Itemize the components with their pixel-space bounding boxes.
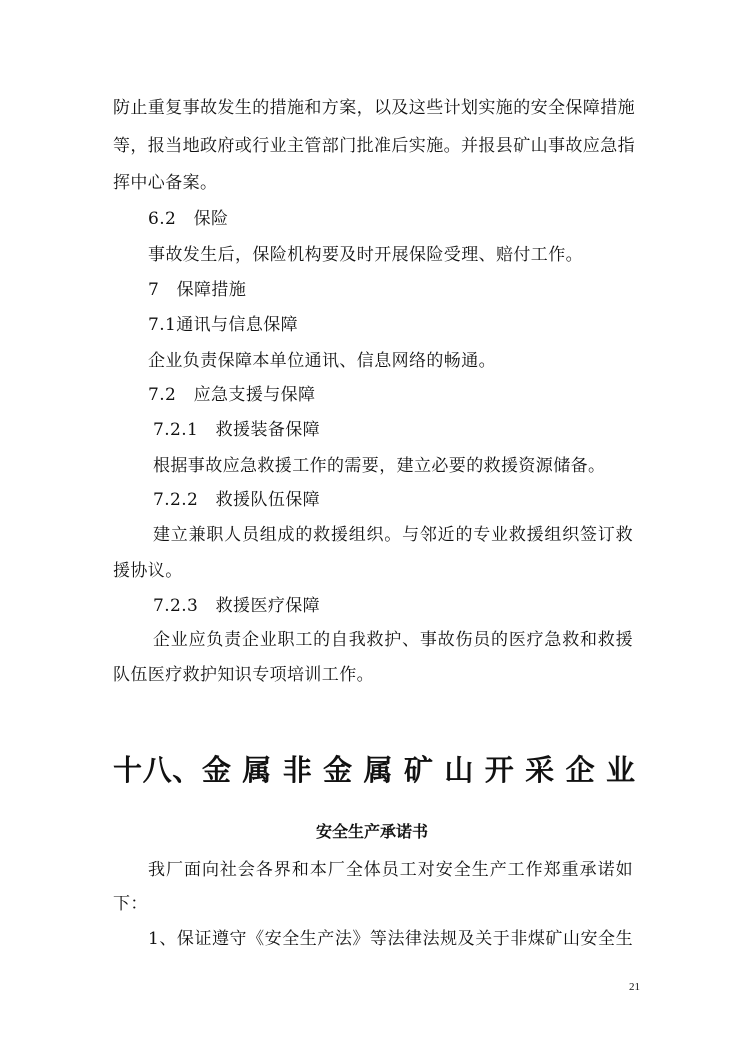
paragraph-line: 我厂面向社会各界和本厂全体员工对安全生产工作郑重承诺如 bbox=[148, 860, 633, 880]
heading-7-2-3: 7.2.3 救援医疗保障 bbox=[153, 596, 321, 616]
paragraph-line: 防止重复事故发生的措施和方案，以及这些计划实施的安全保障措施 bbox=[113, 98, 635, 118]
paragraph-7-2-1: 根据事故应急救援工作的需要，建立必要的救援资源储备。 bbox=[153, 456, 606, 476]
heading-7-1: 7.1通讯与信息保障 bbox=[148, 315, 299, 335]
heading-6-2: 6.2 保险 bbox=[148, 209, 229, 229]
paragraph-line: 挥中心备案。 bbox=[113, 173, 218, 193]
heading-7-2-1: 7.2.1 救援装备保障 bbox=[153, 420, 321, 440]
page-number: 21 bbox=[629, 981, 640, 993]
heading-7-2-2: 7.2.2 救援队伍保障 bbox=[153, 490, 321, 510]
document-subtitle: 安全生产承诺书 bbox=[315, 822, 428, 841]
paragraph-line: 援协议。 bbox=[113, 561, 183, 581]
paragraph-6-2: 事故发生后，保险机构要及时开展保险受理、赔付工作。 bbox=[148, 245, 583, 265]
heading-7-2: 7.2 应急支援与保障 bbox=[148, 385, 316, 405]
paragraph-line: 建立兼职人员组成的救援组织。与邻近的专业救援组织签订救 bbox=[153, 525, 633, 545]
paragraph-7-1: 企业负责保障本单位通讯、信息网络的畅通。 bbox=[148, 351, 496, 371]
paragraph-line: 队伍医疗救护知识专项培训工作。 bbox=[113, 665, 374, 685]
list-item-1: 1、保证遵守《安全生产法》等法律法规及关于非煤矿山安全生 bbox=[148, 929, 633, 949]
paragraph-line: 等，报当地政府或行业主管部门批准后实施。并报县矿山事故应急指 bbox=[113, 136, 635, 156]
chapter-title: 十八、金 属 非 金 属 矿 山 开 采 企 业 bbox=[113, 753, 635, 787]
paragraph-line: 企业应负责企业职工的自我救护、事故伤员的医疗急救和救援 bbox=[153, 630, 633, 650]
heading-7: 7 保障措施 bbox=[148, 280, 247, 300]
paragraph-line: 下： bbox=[113, 894, 148, 914]
